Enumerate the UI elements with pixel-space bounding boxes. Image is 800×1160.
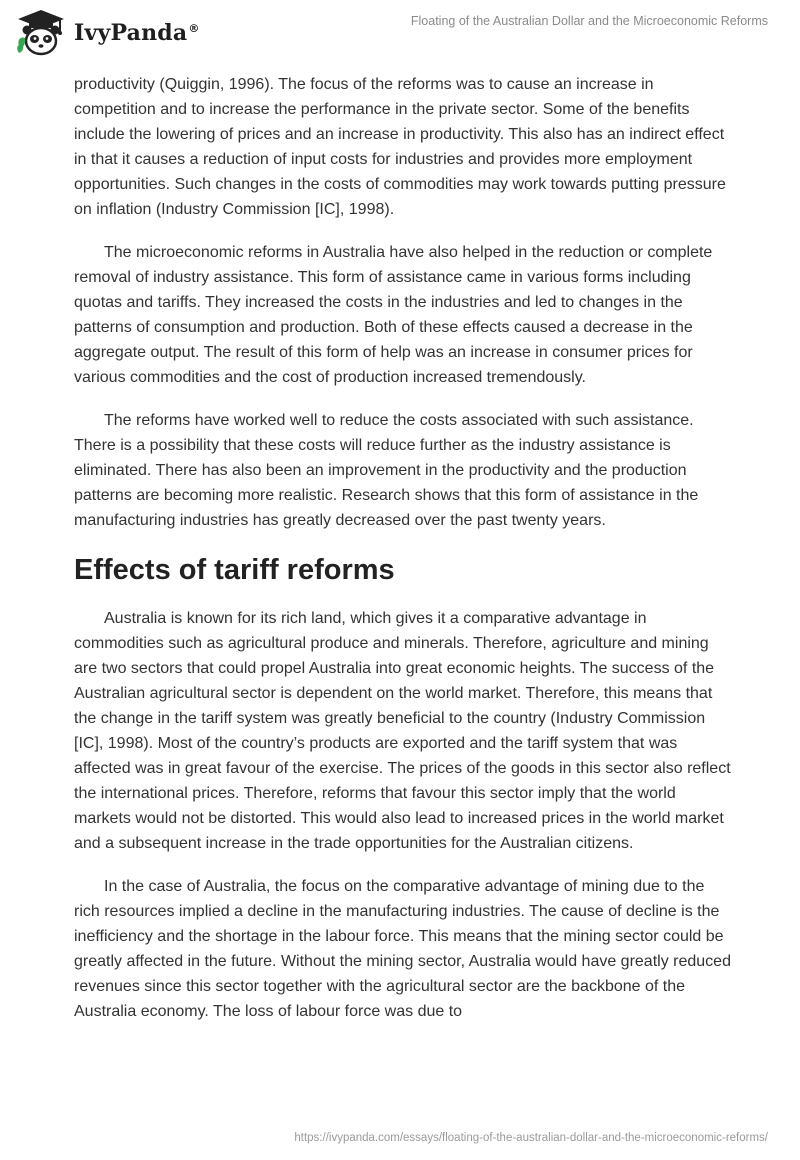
logo-text: IvyPanda®: [74, 20, 200, 46]
document-title: Floating of the Australian Dollar and the Microeconomic Reforms: [410, 14, 768, 28]
source-url[interactable]: https://ivypanda.com/essays/floating-of-the-australian-dollar-and-the-microeconomic-reforms/: [294, 1132, 768, 1144]
section-heading: Effects of tariff reforms: [74, 554, 395, 586]
paragraph: The reforms have worked well to reduce the costs associated with such assistance. There is a possibility that these costs will reduce further as the industry assistance is eliminated. There has also been an improvement in the productivity and the production patterns are becoming more realistic. Research shows that this form of assistance in the manufacturing industries has greatly decreased over the past twenty years.: [74, 412, 699, 529]
essay-content: [74, 72, 734, 1042]
panda-graduate-icon: [14, 8, 68, 58]
paragraph: The microeconomic reforms in Australia have also helped in the reduction or complete removal of industry assistance. This form of assistance came in various forms including quotas and tariffs. They increased the costs in the industries and led to changes in the patterns of consumption and production. Both of these effects caused a decrease in the aggregate output. The result of this form of help was an increase in consumer prices for various commodities and the cost of production increased tremendously.: [74, 244, 713, 386]
paragraph: In the case of Australia, the focus on the comparative advantage of mining due to the rich resources implied a decline in the manufacturing industries. The cause of decline is the inefficiency and the shortage in the labour force. This means that the mining sector could be greatly affected in the future. Without the mining sector, Australia would have greatly reduced revenues since this sector together with the agricultural sector are the backbone of the Australia economy. The loss of labour force was due to: [74, 878, 731, 1020]
ivypanda-logo[interactable]: [14, 8, 200, 58]
page-header: [0, 0, 800, 72]
paragraph: Australia is known for its rich land, which gives it a comparative advantage in commodities such as agricultural produce and minerals. Therefore, agriculture and mining are two sectors that could propel Australia into great economic heights. The success of the Australian agricultural sector is dependent on the world market. Therefore, this means that the change in the tariff system was greatly beneficial to the country (Industry Commission [IC], 1998). Most of the country’s products are exported and the tariff system that was affected was in great favour of the exercise. The prices of the goods in this sector also reflect the international prices. Therefore, reforms that favour this sector imply that the world markets would not be distorted. This would also lead to increased prices in the world market and a subsequent increase in the trade opportunities for the Australian citizens.: [74, 610, 731, 852]
paragraph: productivity (Quiggin, 1996). The focus of the reforms was to cause an increase in competition and to increase the performance in the private sector. Some of the benefits include the lowering of prices and an increase in productivity. This also has an indirect effect in that it causes a reduction of input costs for industries and provides more employment opportunities. Such changes in the costs of commodities may work towards putting pressure on inflation (Industry Commission [IC], 1998).: [74, 76, 726, 218]
